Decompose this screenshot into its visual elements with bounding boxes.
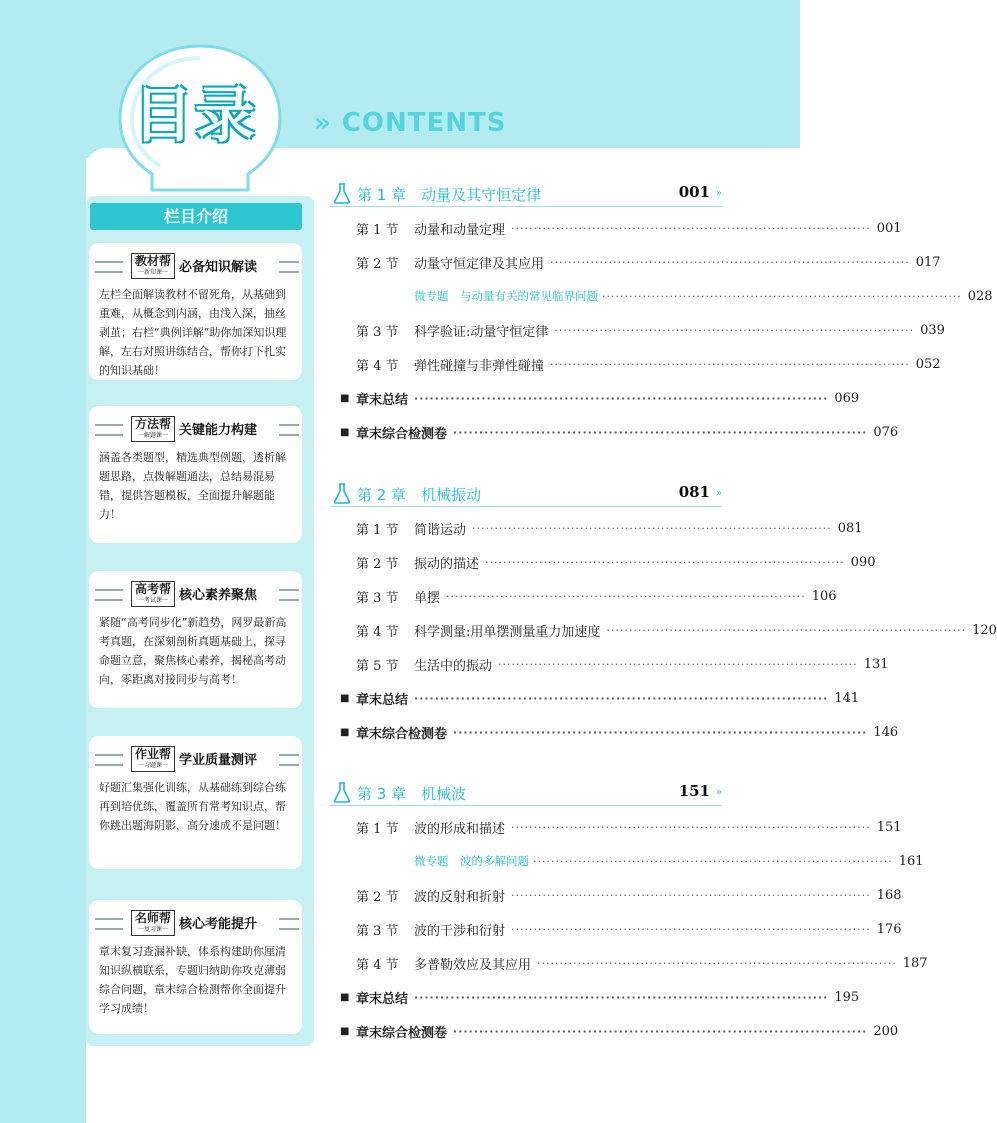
section-number: 第 1 节 — [356, 522, 399, 538]
bullet-icon: ■ — [340, 426, 350, 438]
section-title: 科学测量:用单摆测量重力加速度 — [414, 624, 601, 640]
card-tag-label: 教材帮 — [134, 254, 171, 268]
page-number: 161 — [898, 853, 924, 869]
section-title: 振动的描述 — [414, 556, 480, 572]
divider — [279, 424, 299, 436]
section-number: 第 2 节 — [356, 889, 399, 905]
section-number: 第 3 节 — [356, 590, 399, 606]
toc-section-row[interactable] — [356, 252, 941, 272]
toc-section-row[interactable] — [356, 885, 902, 905]
card-tag-sub: 一考试课一 — [137, 597, 168, 604]
card-title: 必备知识解读 — [179, 260, 258, 275]
card-tag-label: 作业帮 — [134, 747, 171, 761]
double-chevron-icon: » — [715, 188, 722, 199]
column-card — [89, 243, 302, 380]
card-tag — [131, 416, 175, 442]
page-number: 076 — [873, 424, 899, 440]
page-title: 目录 — [133, 81, 257, 151]
page-number: 081 — [837, 520, 863, 536]
bullet-icon: ■ — [340, 1025, 350, 1037]
toc-summary-row[interactable] — [340, 688, 860, 708]
chapter-title: 第 3 章 机械波 — [357, 785, 467, 803]
summary-title: 章末总结 — [356, 392, 409, 408]
card-tag — [131, 910, 175, 936]
section-number: 第 4 节 — [356, 624, 399, 640]
toc-summary-row[interactable] — [340, 422, 899, 442]
bullet-icon: ■ — [340, 991, 350, 1003]
card-tag — [131, 581, 175, 607]
divider — [279, 754, 299, 766]
leader-dots: ················································································ — [414, 691, 829, 705]
card-tag-sub: 一解题课一 — [137, 432, 168, 439]
page-number: 039 — [920, 322, 945, 338]
page-number: 200 — [873, 1023, 899, 1039]
card-title: 关键能力构建 — [179, 423, 258, 438]
card-tag-sub: 一复习课一 — [137, 926, 168, 933]
divider — [95, 261, 123, 273]
card-title: 核心素养聚焦 — [179, 588, 258, 603]
chapter-page: 001 — [678, 183, 710, 201]
leader-dots: ················································································ — [453, 1024, 868, 1038]
section-title: 生活中的振动 — [414, 658, 493, 674]
summary-title: 章末总结 — [356, 692, 409, 708]
left-strip-background — [0, 0, 86, 1123]
divider — [279, 589, 299, 601]
leader-dots: ················································································ — [537, 956, 897, 970]
card-title: 核心考能提升 — [179, 917, 258, 932]
leader-dots: ················································································ — [453, 425, 868, 439]
page-number: 001 — [876, 220, 902, 236]
section-number: 第 1 节 — [356, 821, 399, 837]
chapter-title: 第 2 章 机械振动 — [357, 486, 482, 504]
bullet-icon: ■ — [340, 392, 350, 404]
bullet-icon: ■ — [340, 726, 350, 738]
card-tag-sub: 一新知课一 — [137, 269, 168, 276]
summary-title: 章末总结 — [356, 991, 409, 1007]
leader-dots: ················································································ — [554, 323, 915, 337]
leader-dots: ················································································ — [511, 922, 871, 936]
divider — [279, 918, 299, 930]
toc-section-row[interactable] — [356, 354, 941, 374]
section-title: 单摆 — [414, 590, 441, 606]
page-number: 168 — [876, 887, 902, 903]
page-number: 120 — [972, 622, 997, 638]
flask-icon — [332, 182, 352, 204]
card-body: 涵盖各类题型，精选典型例题，透析解题思路，点拨解题通法，总结易混易错，提供答题模板，全面提升解题能力！ — [99, 451, 286, 521]
leader-dots: ················································································ — [550, 357, 910, 371]
divider — [95, 424, 123, 436]
divider — [95, 754, 123, 766]
column-card — [89, 571, 302, 708]
toc-section-row[interactable] — [356, 552, 876, 572]
bullet-icon: ■ — [340, 692, 350, 704]
card-tag-sub: 一习题课一 — [137, 762, 168, 769]
card-tag-label: 高考帮 — [134, 582, 171, 596]
toc-section-row[interactable] — [356, 654, 889, 674]
page-number: 028 — [967, 288, 993, 304]
leader-dots: ················································································ — [414, 990, 829, 1004]
section-number: 第 5 节 — [356, 658, 399, 674]
card-tag — [131, 746, 175, 772]
section-number: 第 1 节 — [356, 222, 399, 238]
section-number: 第 4 节 — [356, 358, 399, 374]
section-title: 波的反射和折射 — [414, 889, 506, 905]
page-number: 131 — [863, 656, 889, 672]
chapter-page: 081 — [678, 483, 710, 501]
toc-summary-row[interactable] — [340, 1021, 899, 1041]
section-title: 波的形成和描述 — [414, 821, 506, 837]
micro-topic-title: 微专题 波的多解问题 — [414, 854, 529, 868]
leader-dots: ················································································ — [511, 221, 871, 235]
double-chevron-icon: » — [715, 787, 722, 798]
toc-section-row[interactable] — [356, 320, 945, 340]
toc-summary-row[interactable] — [340, 388, 860, 408]
toc-micro-topic-row[interactable] — [414, 286, 993, 306]
section-number: 第 2 节 — [356, 556, 399, 572]
flask-icon — [332, 781, 352, 803]
flask-icon — [332, 482, 352, 504]
page-number: 146 — [873, 724, 899, 740]
chapter-heading[interactable] — [330, 781, 722, 806]
contents-heading: » CONTENTS — [314, 108, 507, 138]
page-number: 195 — [834, 989, 860, 1005]
section-title: 简谐运动 — [414, 522, 467, 538]
leader-dots: ················································································ — [446, 589, 806, 603]
summary-title: 章末综合检测卷 — [356, 726, 448, 742]
leader-dots: ················································································ — [511, 888, 871, 902]
card-body: 好题汇集强化训练，从基础练到综合练再到培优练，覆盖所有常考知识点，帮你跳出题海阴影，高分速成不是问题！ — [99, 781, 286, 832]
card-tag — [131, 253, 175, 279]
page-number: 090 — [850, 554, 876, 570]
leader-dots: ················································································ — [550, 255, 910, 269]
section-number: 第 4 节 — [356, 957, 399, 973]
section-title: 动量守恒定律及其应用 — [414, 256, 545, 272]
toc-section-row[interactable] — [356, 518, 863, 538]
card-head — [95, 581, 296, 607]
leader-dots: ················································································ — [511, 820, 871, 834]
toc-section-row[interactable] — [356, 953, 928, 973]
page-number: 141 — [834, 690, 860, 706]
toc-section-row[interactable] — [356, 620, 997, 640]
toc-micro-topic-row[interactable] — [414, 851, 924, 871]
chapter-title: 第 1 章 动量及其守恒定律 — [357, 186, 542, 204]
section-title: 科学验证:动量守恒定律 — [414, 324, 549, 340]
column-card — [89, 736, 302, 869]
leader-dots: ················································································ — [414, 391, 829, 405]
toc-section-row[interactable] — [356, 817, 902, 837]
page-number: 069 — [834, 390, 860, 406]
page-number: 052 — [915, 356, 941, 372]
section-title: 弹性碰撞与非弹性碰撞 — [414, 358, 545, 374]
page-number: 151 — [876, 819, 902, 835]
card-head — [95, 416, 296, 442]
toc-section-row[interactable] — [356, 586, 837, 606]
column-card — [89, 406, 302, 543]
section-number: 第 3 节 — [356, 324, 399, 340]
leader-dots: ················································································ — [606, 623, 967, 637]
page-number: 017 — [915, 254, 941, 270]
chapter-heading[interactable] — [330, 482, 722, 507]
chapter-heading[interactable] — [330, 182, 722, 207]
toc-section-row[interactable] — [356, 919, 902, 939]
divider — [95, 918, 123, 930]
section-number: 第 2 节 — [356, 256, 399, 272]
leader-dots: ················································································ — [453, 725, 868, 739]
leader-dots: ················································································ — [485, 555, 845, 569]
toc-summary-row[interactable] — [340, 722, 899, 742]
card-tag-label: 名师帮 — [134, 911, 171, 925]
card-body: 左栏全面解读教材不留死角，从基础到重难，从概念到内涵，由浅入深，抽丝剥茧；右栏“典例详解”助你加深知识理解，左右对照讲练结合，帮你打下扎实的知识基础！ — [99, 288, 287, 377]
card-head — [95, 746, 296, 772]
double-chevron-icon: » — [715, 488, 722, 499]
toc-summary-row[interactable] — [340, 987, 860, 1007]
column-card — [89, 900, 302, 1034]
section-title: 动量和动量定理 — [414, 222, 506, 238]
page-number: 106 — [811, 588, 837, 604]
chapter-page: 151 — [678, 782, 710, 800]
card-body: 紧随“高考同步化”新趋势，网罗最新高考真题，在深刻剖析真题基础上，探寻命题立意，聚焦核心素养，揭秘高考动向，零距离对接同步与高考！ — [99, 616, 287, 686]
divider — [95, 589, 123, 601]
leader-dots: ················································································ — [533, 854, 893, 868]
card-tag-label: 方法帮 — [134, 417, 171, 431]
leader-dots: ················································································ — [602, 289, 962, 303]
page-number: 187 — [902, 955, 928, 971]
card-title: 学业质量测评 — [179, 753, 258, 768]
card-body: 章末复习查漏补缺，体系构建助你厘清知识纵横联系，专题归纳助你攻克薄弱综合问题，章末综合检测帮你全面提升学习成绩！ — [99, 945, 286, 1015]
divider — [279, 261, 299, 273]
micro-topic-title: 微专题 与动量有关的常见临界问题 — [414, 289, 598, 303]
section-title: 波的干涉和衍射 — [414, 923, 506, 939]
leader-dots: ················································································ — [472, 521, 832, 535]
toc-section-row[interactable] — [356, 218, 902, 238]
column-intro-header: 栏目介绍 — [90, 203, 302, 230]
section-number: 第 3 节 — [356, 923, 399, 939]
page-number: 176 — [876, 921, 902, 937]
section-title: 多普勒效应及其应用 — [414, 957, 532, 973]
summary-title: 章末综合检测卷 — [356, 1025, 448, 1041]
card-head — [95, 253, 296, 279]
leader-dots: ················································································ — [498, 657, 858, 671]
summary-title: 章末综合检测卷 — [356, 426, 448, 442]
card-head — [95, 910, 296, 936]
